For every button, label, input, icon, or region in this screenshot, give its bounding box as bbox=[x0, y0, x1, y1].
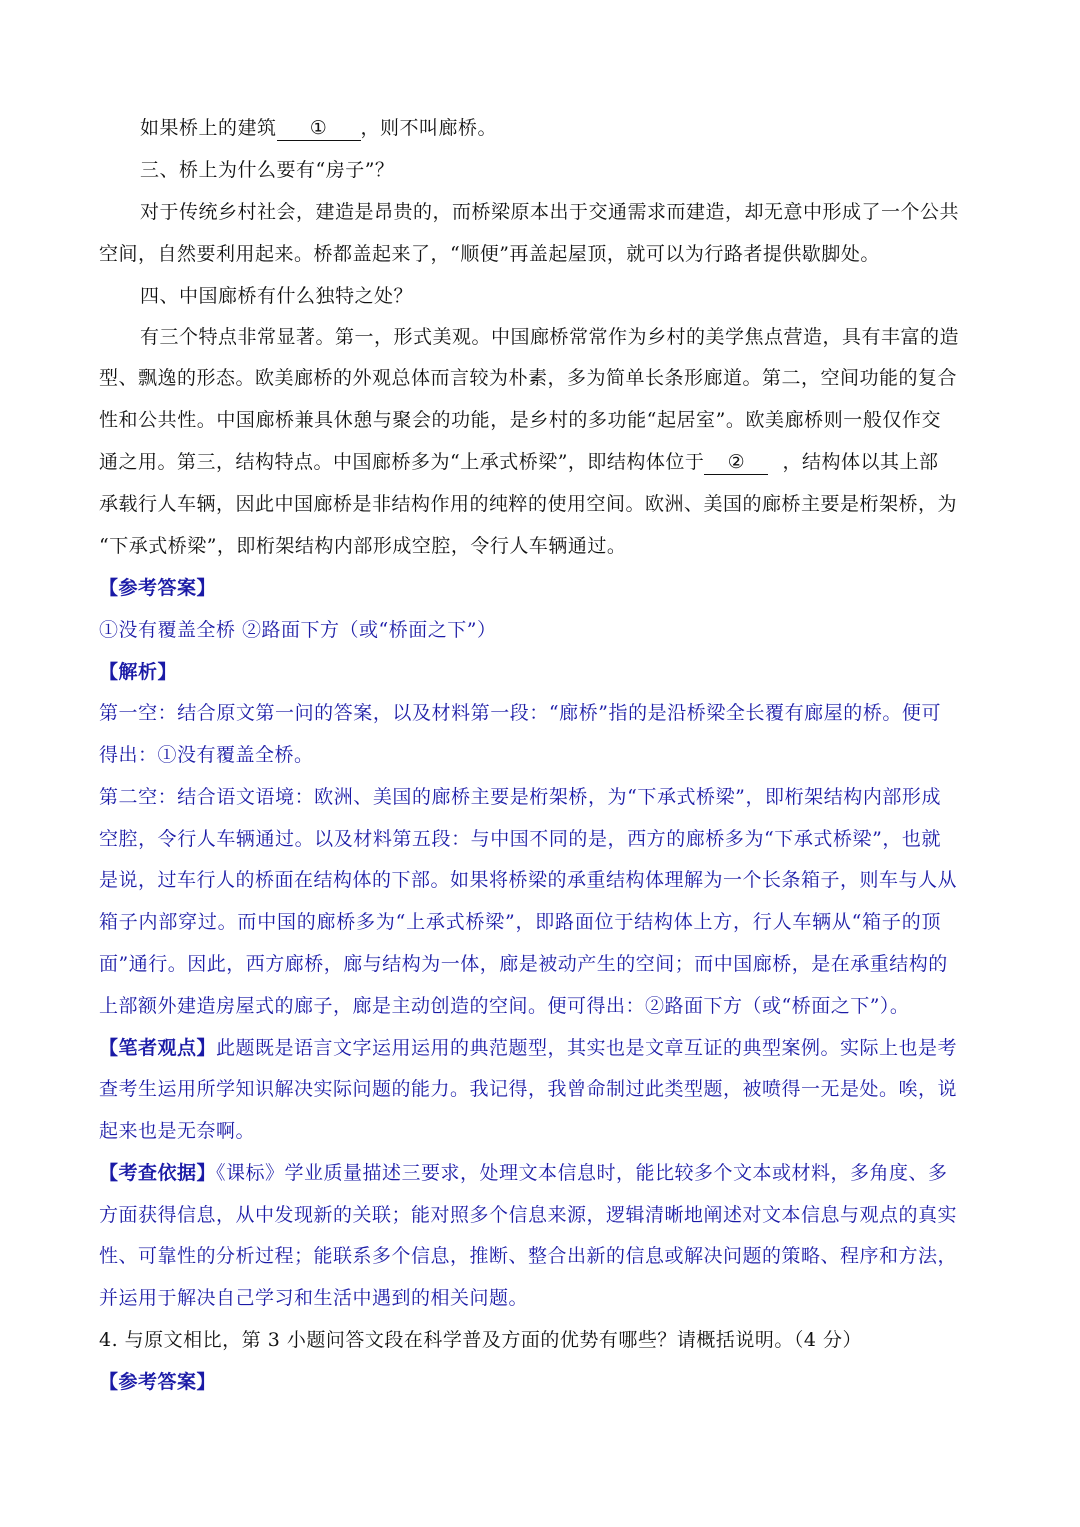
analysis-line: 上部额外建造房屋式的廊子，廊是主动创造的空间。便可得出：②路面下方（或“桥面之下”）。 bbox=[99, 995, 910, 1017]
passage-line-blank2 bbox=[99, 448, 941, 476]
passage-line-blank1 bbox=[140, 114, 940, 142]
answer-label: 【参考答案】 bbox=[99, 577, 217, 599]
basis-text: 《课标》学业质量描述三要求，处理文本信息时，能比较多个文本或材料，多角度、多 bbox=[216, 1162, 948, 1184]
analysis-line: 是说，过车行人的桥面在结构体的下部。如果将桥梁的承重结构体理解为一个长条箱子，则车与人从 bbox=[99, 869, 958, 891]
basis-line: 方面获得信息，从中发现新的关联；能对照多个信息来源，逻辑清晰地阐述对文本信息与观点的真实 bbox=[99, 1204, 958, 1226]
analysis-line: 得出：①没有覆盖全桥。 bbox=[99, 744, 314, 766]
question-heading-4: 四、中国廊桥有什么独特之处？ bbox=[140, 285, 414, 307]
passage-text: 如果桥上的建筑 bbox=[140, 117, 277, 139]
passage-text: ，结构体以其上部 bbox=[782, 451, 939, 473]
basis-line: 性、可靠性的分析过程；能联系多个信息，推断、整合出新的信息或解决问题的策略、程序和方法， bbox=[99, 1245, 958, 1267]
basis-label: 【考查依据】 bbox=[99, 1162, 217, 1184]
viewpoint-line bbox=[99, 1034, 958, 1062]
passage-text: ，则不叫廊桥。 bbox=[360, 117, 498, 139]
passage-line: 承载行人车辆，因此中国廊桥是非结构作用的纯粹的使用空间。欧洲、美国的廊桥主要是桁架桥，为 bbox=[99, 493, 958, 515]
analysis-line: 第二空：结合语文语境：欧洲、美国的廊桥主要是桁架桥，为“下承式桥梁”，即桁架结构内部形成 bbox=[99, 786, 941, 808]
basis-line bbox=[99, 1159, 948, 1187]
passage-line: “下承式桥梁”，即桁架结构内部形成空腔，令行人车辆通过。 bbox=[99, 535, 627, 557]
basis-line: 并运用于解决自己学习和生活中遇到的相关问题。 bbox=[99, 1287, 529, 1309]
question-heading-3: 三、桥上为什么要有“房子”？ bbox=[140, 159, 395, 181]
analysis-line: 第一空：结合原文第一问的答案，以及材料第一段：“廊桥”指的是沿桥梁全长覆有廊屋的桥。便可 bbox=[99, 702, 941, 724]
passage-line: 空间，自然要利用起来。桥都盖起来了，“顺便”再盖起屋顶，就可以为行路者提供歇脚处。 bbox=[99, 243, 880, 265]
passage-line: 对于传统乡村社会，建造是昂贵的，而桥梁原本出于交通需求而建造，却无意中形成了一个公共 bbox=[140, 201, 960, 223]
question-4-answer-label: 【参考答案】 bbox=[99, 1371, 217, 1393]
viewpoint-line: 起来也是无奈啊。 bbox=[99, 1120, 256, 1142]
question-4: 4. 与原文相比，第 3 小题问答文段在科学普及方面的优势有哪些？请概括说明。（4 分） bbox=[99, 1329, 862, 1351]
analysis-line: 箱子内部穿过。而中国的廊桥多为“上承式桥梁”，即路面位于结构体上方，行人车辆从“箱子的顶 bbox=[99, 911, 941, 933]
viewpoint-label: 【笔者观点】 bbox=[99, 1037, 217, 1059]
passage-line: 有三个特点非常显著。第一，形式美观。中国廊桥常常作为乡村的美学焦点营造，具有丰富的造 bbox=[140, 326, 960, 348]
passage-line: 性和公共性。中国廊桥兼具休憩与聚会的功能，是乡村的多功能“起居室”。欧美廊桥则一般仅作交 bbox=[99, 409, 941, 431]
analysis-line: 面”通行。因此，西方廊桥，廊与结构为一体，廊是被动产生的空间；而中国廊桥，是在承重结构的 bbox=[99, 953, 948, 975]
viewpoint-line: 查考生运用所学知识解决实际问题的能力。我记得，我曾命制过此类型题，被喷得一无是处。唉，说 bbox=[99, 1078, 958, 1100]
passage-text: 通之用。第三，结构特点。中国廊桥多为“上承式桥梁”，即结构体位于 bbox=[99, 451, 705, 473]
analysis-line: 空腔，令行人车辆通过。以及材料第五段：与中国不同的是，西方的廊桥多为“下承式桥梁”，也就 bbox=[99, 828, 941, 850]
viewpoint-text: 此题既是语言文字运用运用的典范题型，其实也是文章互证的典型案例。实际上也是考 bbox=[216, 1037, 958, 1059]
analysis-label: 【解析】 bbox=[99, 661, 178, 683]
blank-2: ② bbox=[704, 450, 768, 475]
blank-1: ① bbox=[277, 116, 361, 141]
answer-text: ①没有覆盖全桥 ②路面下方（或“桥面之下”） bbox=[99, 619, 497, 641]
passage-line: 型、飘逸的形态。欧美廊桥的外观总体而言较为朴素，多为简单长条形廊道。第二，空间功能的复合 bbox=[99, 367, 958, 389]
